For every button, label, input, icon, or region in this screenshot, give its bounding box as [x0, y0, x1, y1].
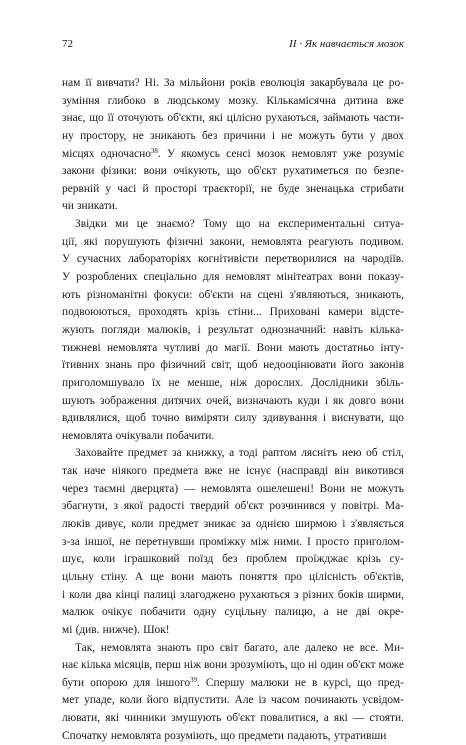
text-line: Звідки ми це знаємо? Тому що на експериментальні ситуа- [75, 218, 404, 231]
footnote-marker: 39 [190, 675, 198, 684]
text-line: збагнути, з якої радості твердий об'єкт розчинився у повітрі. Ма- [62, 500, 404, 513]
text-line: люків дивує, коли предмет зникає за однією ширмою і з'являється [62, 518, 404, 531]
text-line: шують зображення дитячих очей, визначають куди і як довго вони [62, 394, 404, 407]
text-line: місцях одночасно$^{38}$. У якомусь сенсі мозок немовлят уже розуміє [62, 146, 404, 160]
text-line: цільну стіну. А ще вони мають поняття про цілісність об'єктів, [62, 570, 404, 583]
text-line: зуміння глибоко в людському мозку. Кількамісячна дитина вже [62, 94, 404, 107]
text-line: малюк очікує побачити одну суцільну палицю, а не дві окре- [62, 606, 404, 619]
page-number: 72 [62, 38, 73, 50]
text-line: мі (див. нижче). Шок! [62, 623, 170, 636]
text-line: так наче ніякого предмета вже не існує (насправді він викотився [62, 465, 404, 478]
text-line: їтивних знань про фізичний світ, щоб недооцінювати його законів [62, 359, 404, 372]
text-line: чи зникати. [62, 200, 118, 213]
text-line: знає, що її оточують об'єкти, які цілісно рухаються, займають части- [62, 112, 404, 125]
text-line: бути опорою для іншого$^{39}$. Спершу малюки не в курсі, що пред- [62, 675, 404, 689]
body-text [62, 75, 404, 745]
text-line: ції, які порушують фізичні закони, немовлята реагують подивом. [62, 235, 404, 248]
text-line: немовлята очікували побачити. [62, 429, 215, 442]
text-line: з-за іншої, не перетнувши проміжку між ними. І просто приголом- [62, 535, 404, 548]
footnote-marker: 38 [150, 146, 158, 155]
text-line: нам її вивчати? Ні. За мільйони років еволюція закарбувала це ро- [62, 77, 404, 89]
text-line: нає кілька місяців, перш ніж вони зрозуміють, що ні один об'єкт може [62, 659, 404, 672]
text-line: ну простору, не зникають без причини і не можуть бути у двох [62, 129, 404, 142]
text-line: приголомшувало їх не менше, ніж дорослих. Дослідники збіль- [62, 376, 404, 389]
page-header [62, 38, 404, 54]
text-line: У сучасних лабораторіях когнітивісти перетворилися на чародіїв. [62, 253, 404, 266]
text-line: Так, немовлята знають про світ багато, але далеко не все. Ми- [75, 641, 404, 654]
text-line: через таємні дверцята) — немовлята ошелешені! Вони не можуть [62, 482, 404, 495]
text-line: У розроблених спеціально для немовлят мінітеатрах вони показу- [62, 271, 404, 284]
running-title: II · Як навчається мозок [289, 38, 404, 50]
text-line: Заховайте предмет за книжку, а тоді раптом ляснітъ нею об стіл, [75, 447, 404, 460]
text-line: ють різноманітні фокуси: об'єкти на сцені з'являються, зникають, [62, 288, 404, 301]
text-line: вдивлялися, щоб точно виміряти силу здивування і виснувати, що [62, 412, 404, 425]
text-line: подвоюються, проходять крізь стіни... Приховані камери відсте- [62, 306, 404, 319]
text-line: мет упаде, коли його відпустити. Але із часом починають усвідом- [62, 694, 404, 707]
text-line: лювати, які чинники змушують об'єкт повалитися, а які — стояти. [62, 712, 404, 725]
text-line: рервній у часі й просторі траєкторії, не буде зненацька стрибати [62, 182, 404, 195]
text-line: тижневі немовлята чутливі до магії. Вони мають достатньо інту- [62, 341, 404, 354]
text-line: жують погляди малюків, і результат однозначний: навіть кілька- [62, 323, 404, 336]
text-line: закони фізики: вони очікують, що об'єкт рухатиметься по безпе- [62, 165, 404, 178]
text-line: і коли два кінці палиці злагоджено рухаються з різних боків ширми, [62, 588, 404, 601]
text-line: Спочатку немовлята розуміють, що предмети падають, утративши [62, 729, 387, 742]
text-line: шує, коли іграшковий поїзд без проблем проїжджає крізь су- [62, 553, 404, 566]
